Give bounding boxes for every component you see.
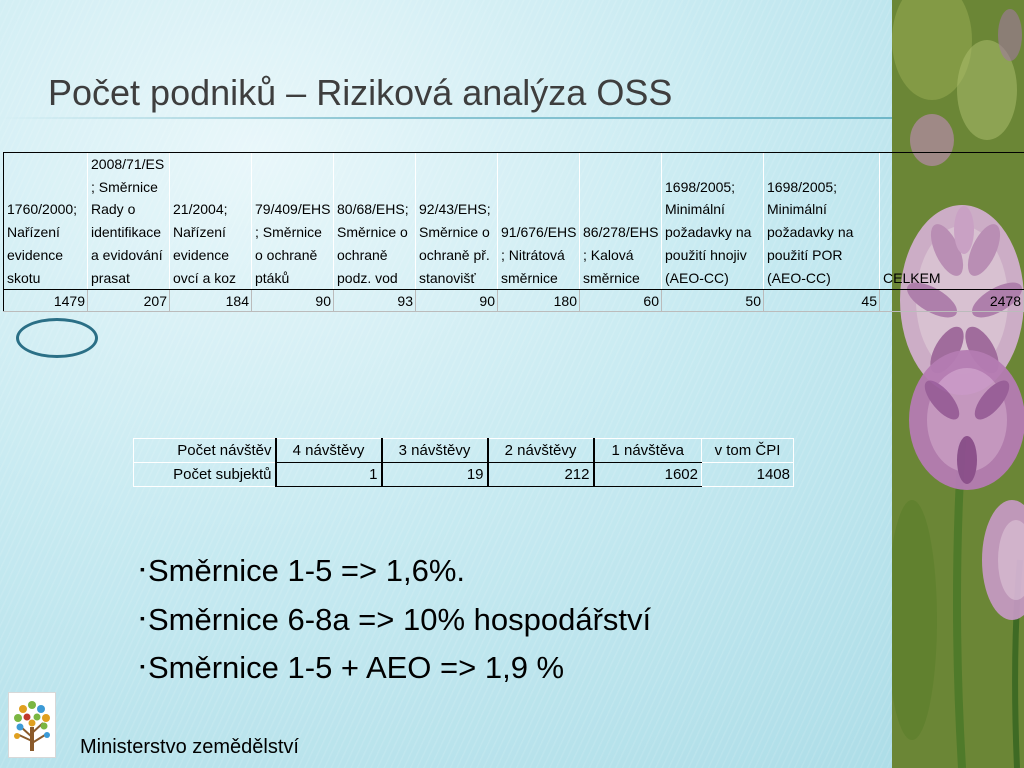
bullet-mark-icon: ▪ <box>140 658 145 674</box>
footer-text: Ministerstvo zemědělství <box>80 736 299 758</box>
table-cell: 1408 <box>702 463 794 487</box>
bullet-mark-icon: ▪ <box>140 609 145 626</box>
table-header-cell: 21/2004; Nařízení evidence ovcí a koz <box>170 153 252 290</box>
table-cell: 19 <box>382 463 488 487</box>
table-header-cell: 80/68/EHS; Směrnice o ochraně podz. vod <box>334 153 416 290</box>
list-item <box>140 546 651 595</box>
table-header-cell: 79/409/EHS; Směrnice o ochraně ptáků <box>252 153 334 290</box>
visits-table <box>133 438 794 487</box>
list-item-text: Směrnice 1-5 => 1,6%. <box>147 553 466 588</box>
list-item-text: Směrnice 6-8a => 10% hospodářství <box>147 601 652 637</box>
table-header-cell: 86/278/EHS; Kalová směrnice <box>580 153 662 290</box>
list-item <box>140 643 651 692</box>
table-header-cell: 2008/71/ES; Směrnice Rady o identifikace a evidování prasat <box>88 153 170 290</box>
slide-title: Počet podniků – Riziková analýza OSS <box>48 72 673 113</box>
table-cell: 212 <box>488 463 594 487</box>
table-row <box>134 463 794 487</box>
list-item <box>140 595 651 644</box>
table-cell: 1479 <box>4 290 88 312</box>
table-cell: 184 <box>170 290 252 312</box>
directives-table <box>3 152 1024 312</box>
tree-logo-icon <box>8 692 56 758</box>
table-cell: 207 <box>88 290 170 312</box>
table-header-cell: 1698/2005; Minimální požadavky na použití hnojiv (AEO-CC) <box>662 153 764 290</box>
table-header-row <box>4 153 1024 290</box>
bullet-list <box>140 546 651 692</box>
highlight-ellipse <box>16 318 98 358</box>
bullet-mark-icon: ▪ <box>140 561 145 577</box>
table-header-cell: CELKEM <box>880 153 1024 290</box>
table-header-cell: 3 návštěvy <box>382 439 488 463</box>
table-cell: 1 <box>276 463 382 487</box>
table-cell: 60 <box>580 290 662 312</box>
table-cell: 2478 <box>880 290 1024 312</box>
table-cell: 180 <box>498 290 580 312</box>
table-header-cell: 92/43/EHS; Směrnice o ochraně př. stanovišť <box>416 153 498 290</box>
list-item-text: Směrnice 1-5 + AEO => 1,9 % <box>147 650 565 685</box>
table-header-cell: 1698/2005; Minimální požadavky na použití POR (AEO-CC) <box>764 153 880 290</box>
table-header-cell: 91/676/EHS; Nitrátová směrnice <box>498 153 580 290</box>
table-header-cell: 1760/2000; Nařízení evidence skotu <box>4 153 88 290</box>
table-cell: 90 <box>252 290 334 312</box>
table-cell: 45 <box>764 290 880 312</box>
table-header-cell: Počet návštěv <box>134 439 276 463</box>
table-cell: 1602 <box>594 463 702 487</box>
table-cell: 93 <box>334 290 416 312</box>
title-underline <box>0 117 892 119</box>
table-row <box>4 290 1024 312</box>
table-cell: 90 <box>416 290 498 312</box>
table-header-cell: 1 návštěva <box>594 439 702 463</box>
flower-photo <box>892 0 1024 768</box>
table-header-cell: v tom ČPI <box>702 439 794 463</box>
table-header-cell: 4 návštěvy <box>276 439 382 463</box>
table-cell: 50 <box>662 290 764 312</box>
table-row-label: Počet subjektů <box>134 463 276 487</box>
table-header-row <box>134 439 794 463</box>
table-header-cell: 2 návštěvy <box>488 439 594 463</box>
